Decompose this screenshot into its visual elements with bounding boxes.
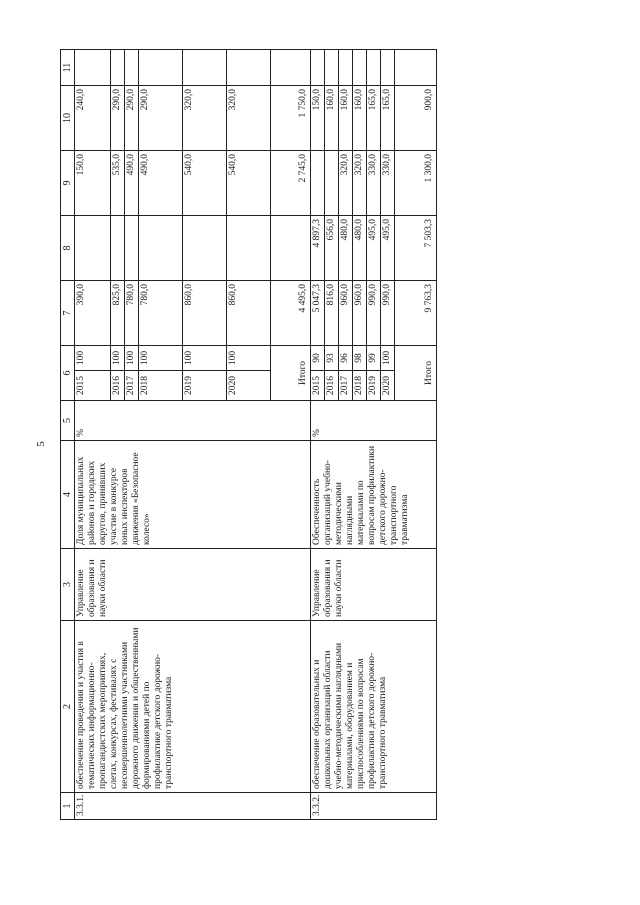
percent-value: 100 bbox=[381, 346, 395, 371]
amount-local: 150,0 bbox=[311, 86, 325, 151]
amount-regional: 150,0 bbox=[75, 151, 111, 216]
unit: % bbox=[311, 401, 437, 441]
amount-local: 240,0 bbox=[75, 86, 111, 151]
amount-total: 990,0 bbox=[381, 281, 395, 346]
header-cell: 3 bbox=[61, 549, 75, 621]
total-amount-total: 9 763,3 bbox=[395, 281, 437, 346]
total-amount-local: 900,0 bbox=[395, 86, 437, 151]
amount-other bbox=[381, 50, 395, 86]
rotated-table-container bbox=[60, 50, 580, 820]
header-cell: 1 bbox=[61, 793, 75, 820]
amount-other bbox=[111, 50, 125, 86]
amount-other bbox=[183, 50, 227, 86]
amount-regional bbox=[325, 151, 339, 216]
amount-local: 290,0 bbox=[111, 86, 125, 151]
table-body bbox=[75, 50, 437, 820]
amount-federal: 4 897,3 bbox=[311, 216, 325, 281]
amount-federal: 480,0 bbox=[339, 216, 353, 281]
year: 2017 bbox=[339, 371, 353, 401]
indicator: Обеспеченность организаций учебно-методическими наглядными материалами по вопросам профилактики детского дорожно-транспортного травматизма bbox=[311, 441, 437, 549]
header-cell: 11 bbox=[61, 50, 75, 86]
amount-local: 320,0 bbox=[183, 86, 227, 151]
section-code: 3.3.1. bbox=[75, 793, 311, 820]
amount-other bbox=[339, 50, 353, 86]
amount-federal bbox=[183, 216, 227, 281]
amount-regional: 320,0 bbox=[339, 151, 353, 216]
amount-other bbox=[227, 50, 271, 86]
amount-total: 860,0 bbox=[227, 281, 271, 346]
percent-value: 90 bbox=[311, 346, 325, 371]
amount-local: 290,0 bbox=[125, 86, 139, 151]
total-label: Итого bbox=[271, 346, 311, 401]
executor: Управление образования и науки области bbox=[311, 549, 437, 621]
year: 2019 bbox=[183, 371, 227, 401]
section-name: обеспечение проведения и участия в тематических информационно-пропагандистских мероприятиях, слетах, конкурсах, фестивалях с несовершеннолетними участниками дорожного движения и общественными формированиями детей по профилактике детского дорожно-транспортного травматизма bbox=[75, 621, 311, 793]
unit: % bbox=[75, 401, 311, 441]
percent-value: 100 bbox=[139, 346, 183, 371]
amount-local: 160,0 bbox=[325, 86, 339, 151]
amount-regional: 540,0 bbox=[183, 151, 227, 216]
percent-value: 98 bbox=[353, 346, 367, 371]
percent-value: 99 bbox=[367, 346, 381, 371]
header-row bbox=[61, 50, 75, 820]
percent-value: 100 bbox=[125, 346, 139, 371]
program-table bbox=[60, 49, 437, 820]
amount-local: 290,0 bbox=[139, 86, 183, 151]
total-amount-regional: 1 300,0 bbox=[395, 151, 437, 216]
percent-value: 96 bbox=[339, 346, 353, 371]
amount-federal bbox=[227, 216, 271, 281]
year: 2018 bbox=[139, 371, 183, 401]
amount-other bbox=[367, 50, 381, 86]
amount-local: 160,0 bbox=[339, 86, 353, 151]
amount-total: 990,0 bbox=[367, 281, 381, 346]
total-label: Итого bbox=[395, 346, 437, 401]
amount-total: 960,0 bbox=[353, 281, 367, 346]
total-amount-federal: 7 503,3 bbox=[395, 216, 437, 281]
amount-regional: 490,0 bbox=[125, 151, 139, 216]
amount-federal bbox=[139, 216, 183, 281]
percent-value: 93 bbox=[325, 346, 339, 371]
amount-regional bbox=[311, 151, 325, 216]
amount-regional: 490,0 bbox=[139, 151, 183, 216]
year: 2018 bbox=[353, 371, 367, 401]
amount-other bbox=[75, 50, 111, 86]
amount-total: 780,0 bbox=[125, 281, 139, 346]
indicator: Доля муниципальных районов и городских округов, принявших участие в конкурсе юных инспекторов движения «Безопасное колесо» bbox=[75, 441, 311, 549]
header-cell: 7 bbox=[61, 281, 75, 346]
section-name: обеспечение образовательных и дошкольных организаций области учебно-методическими наглядными материалами, оборудованием и приспособлениями по вопросам профилактики детского дорожно-транспортного травматизма bbox=[311, 621, 437, 793]
amount-federal: 656,0 bbox=[325, 216, 339, 281]
table-row bbox=[311, 50, 325, 820]
amount-total: 860,0 bbox=[183, 281, 227, 346]
amount-local: 165,0 bbox=[367, 86, 381, 151]
amount-other bbox=[311, 50, 325, 86]
amount-total: 780,0 bbox=[139, 281, 183, 346]
year: 2015 bbox=[311, 371, 325, 401]
page-number: 5 bbox=[35, 441, 47, 447]
percent-value: 100 bbox=[183, 346, 227, 371]
year: 2015 bbox=[75, 371, 111, 401]
amount-local: 160,0 bbox=[353, 86, 367, 151]
header-cell: 2 bbox=[61, 621, 75, 793]
header-cell: 8 bbox=[61, 216, 75, 281]
total-amount-other bbox=[395, 50, 437, 86]
amount-total: 960,0 bbox=[339, 281, 353, 346]
total-amount-regional: 2 745,0 bbox=[271, 151, 311, 216]
amount-regional: 330,0 bbox=[381, 151, 395, 216]
amount-federal: 495,0 bbox=[381, 216, 395, 281]
amount-regional: 330,0 bbox=[367, 151, 381, 216]
amount-other bbox=[125, 50, 139, 86]
header-cell: 10 bbox=[61, 86, 75, 151]
amount-federal: 480,0 bbox=[353, 216, 367, 281]
amount-local: 320,0 bbox=[227, 86, 271, 151]
amount-federal bbox=[125, 216, 139, 281]
year: 2019 bbox=[367, 371, 381, 401]
amount-federal bbox=[111, 216, 125, 281]
executor: Управление образования и науки области bbox=[75, 549, 311, 621]
header-cell: 4 bbox=[61, 441, 75, 549]
amount-other bbox=[325, 50, 339, 86]
total-amount-total: 4 495,0 bbox=[271, 281, 311, 346]
total-amount-other bbox=[271, 50, 311, 86]
amount-local: 165,0 bbox=[381, 86, 395, 151]
year: 2020 bbox=[381, 371, 395, 401]
section-code: 3.3.2. bbox=[311, 793, 437, 820]
amount-other bbox=[139, 50, 183, 86]
percent-value: 100 bbox=[227, 346, 271, 371]
header-cell: 9 bbox=[61, 151, 75, 216]
total-amount-federal bbox=[271, 216, 311, 281]
amount-total: 825,0 bbox=[111, 281, 125, 346]
year: 2017 bbox=[125, 371, 139, 401]
percent-value: 100 bbox=[75, 346, 111, 371]
amount-total: 390,0 bbox=[75, 281, 111, 346]
total-amount-local: 1 750,0 bbox=[271, 86, 311, 151]
year: 2016 bbox=[325, 371, 339, 401]
amount-regional: 320,0 bbox=[353, 151, 367, 216]
amount-other bbox=[353, 50, 367, 86]
header-cell: 6 bbox=[61, 346, 75, 401]
amount-federal bbox=[75, 216, 111, 281]
amount-regional: 535,0 bbox=[111, 151, 125, 216]
table-row bbox=[75, 50, 111, 820]
amount-total: 5 047,3 bbox=[311, 281, 325, 346]
percent-value: 100 bbox=[111, 346, 125, 371]
amount-total: 816,0 bbox=[325, 281, 339, 346]
year: 2020 bbox=[227, 371, 271, 401]
amount-federal: 495,0 bbox=[367, 216, 381, 281]
header-cell: 5 bbox=[61, 401, 75, 441]
year: 2016 bbox=[111, 371, 125, 401]
amount-regional: 540,0 bbox=[227, 151, 271, 216]
